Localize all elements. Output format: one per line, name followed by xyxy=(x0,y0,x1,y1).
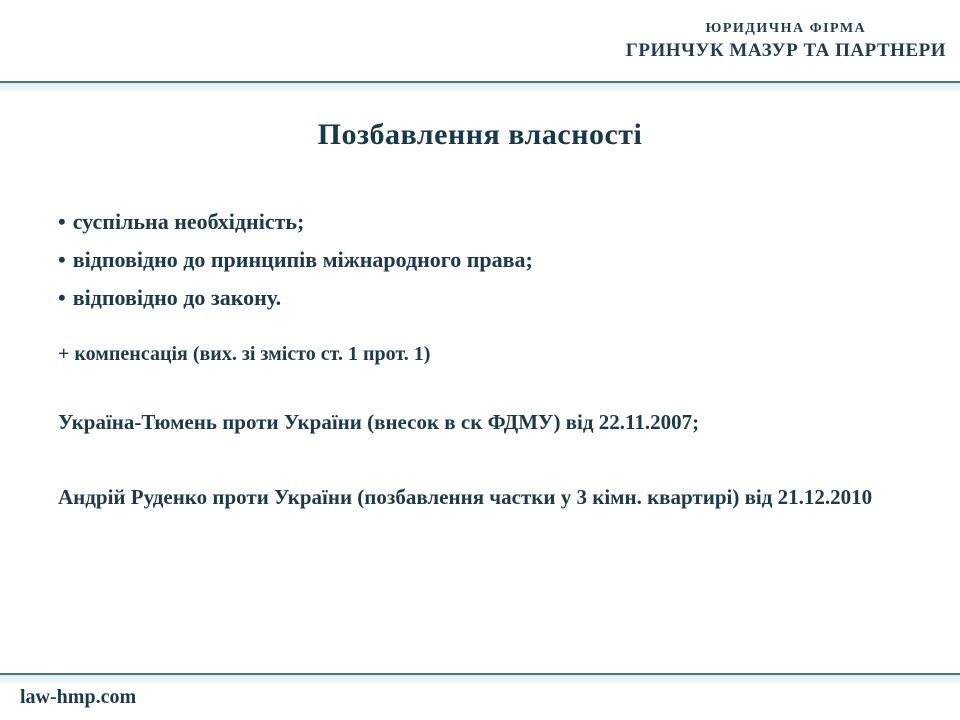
bullet-item xyxy=(58,203,533,241)
website-text: law-hmp.com xyxy=(20,686,137,708)
slide-title: Позбавлення власності xyxy=(317,118,643,151)
bullet-item xyxy=(58,279,533,317)
bullet-text: суспільна необхідність; xyxy=(72,209,305,234)
case-andriy-rudenko: Андрій Руденко проти України (позбавлення частки у 3 кімн. квартирі) від 21.12.2010 xyxy=(58,485,873,509)
firm-type-label: ЮРИДИЧНА ФІРМА xyxy=(705,21,867,36)
footer-divider xyxy=(0,673,960,675)
header-divider xyxy=(0,81,960,83)
bullet-text: відповідно до закону. xyxy=(72,285,282,310)
case-ukraine-tyumen: Україна-Тюмень проти України (внесок в ск ФДМУ) від 22.11.2007; xyxy=(58,410,700,434)
bullet-text: відповідно до принципів міжнародного права; xyxy=(72,247,533,272)
bullet-marker: • xyxy=(58,209,66,234)
bullet-marker: • xyxy=(58,247,66,272)
compensation-line: + компенсація (вих. зі змісто ст. 1 прот. 1) xyxy=(58,343,431,365)
bullet-marker: • xyxy=(58,285,66,310)
firm-header xyxy=(626,21,946,62)
firm-name-label: ГРИНЧУК МАЗУР ТА ПАРТНЕРИ xyxy=(625,40,946,61)
bullet-list xyxy=(58,203,533,317)
bullet-item xyxy=(58,241,533,279)
